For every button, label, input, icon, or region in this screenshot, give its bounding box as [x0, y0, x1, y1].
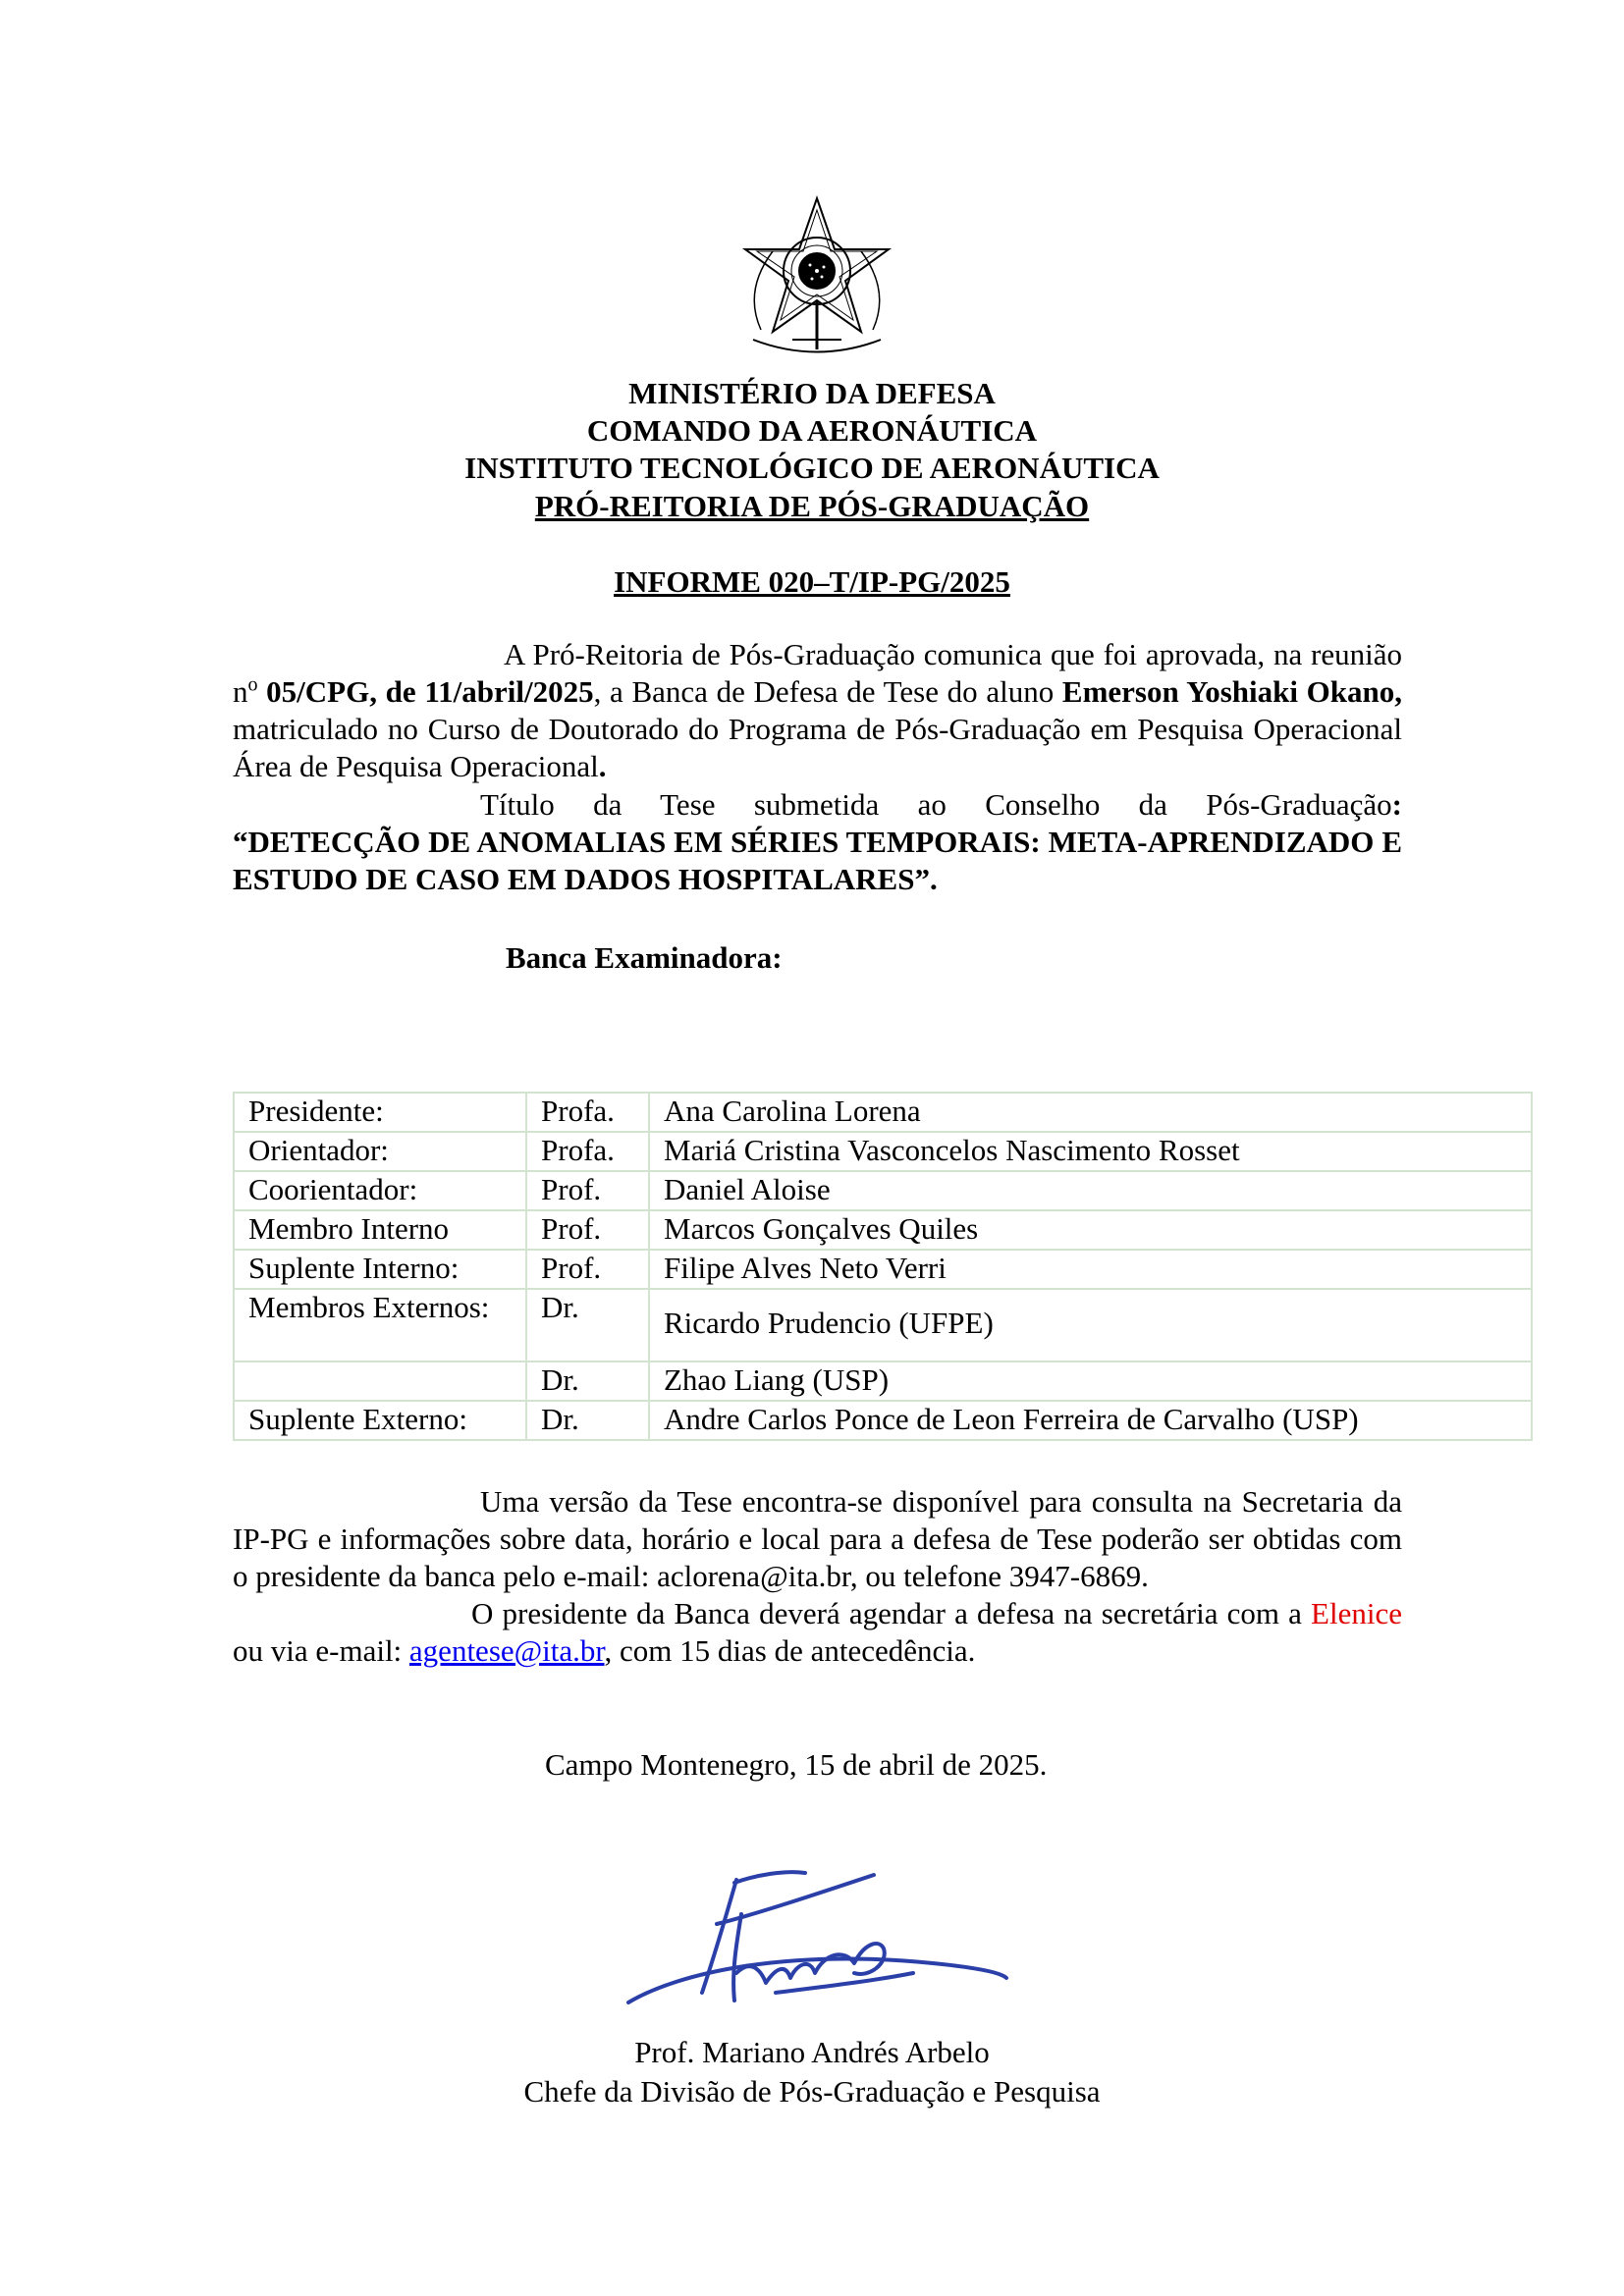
contact-name: Elenice — [1311, 1596, 1402, 1630]
banca-table — [233, 1092, 1533, 1441]
name-cell: Daniel Aloise — [649, 1171, 1532, 1210]
name-cell: Mariá Cristina Vasconcelos Nascimento Rosset — [649, 1132, 1532, 1171]
role-cell: Membro Interno — [234, 1210, 526, 1250]
table-row — [234, 1362, 1532, 1401]
name-cell: Zhao Liang (USP) — [649, 1362, 1532, 1401]
document-title: INFORME 020–T/IP-PG/2025 — [614, 564, 1010, 599]
signer-name: Prof. Mariano Andrés Arbelo — [634, 2035, 990, 2069]
role-cell — [234, 1362, 526, 1401]
signer-role: Chefe da Divisão de Pós-Graduação e Pesquisa — [523, 2074, 1101, 2109]
email-link[interactable]: agentese@ita.br — [408, 1633, 605, 1668]
name-cell: Andre Carlos Ponce de Leon Ferreira de Carvalho (USP) — [649, 1401, 1532, 1440]
title-cell: Profa. — [526, 1093, 649, 1132]
role-cell: Coorientador: — [234, 1171, 526, 1210]
availability-paragraph: Uma versão da Tese encontra-se disponível para consulta na Secretaria da IP-PG e informações sobre data, horário e local para a defesa de Tese poderão ser obtidas com o presidente da banca pelo e-mail: aclorena@ita.br, ou telefone 3947-6869. — [233, 1484, 1402, 1593]
thesis-title-intro: Título da Tese submetida ao Conselho da Pós-Graduação: — [480, 787, 1402, 822]
table-row — [234, 1289, 1532, 1362]
title-cell: Dr. — [526, 1289, 649, 1362]
title-cell: Prof. — [526, 1250, 649, 1289]
institute-line: INSTITUTO TECNOLÓGICO DE AERONÁUTICA — [464, 451, 1160, 485]
role-cell: Suplente Interno: — [234, 1250, 526, 1289]
role-cell: Orientador: — [234, 1132, 526, 1171]
table-row — [234, 1132, 1532, 1171]
title-cell: Profa. — [526, 1132, 649, 1171]
table-row — [234, 1093, 1532, 1132]
pro-rectory-line: PRÓ-REITORIA DE PÓS-GRADUAÇÃO — [534, 489, 1090, 523]
role-cell: Suplente Externo: — [234, 1401, 526, 1440]
name-cell: Ana Carolina Lorena — [649, 1093, 1532, 1132]
thesis-title: “DETECÇÃO DE ANOMALIAS EM SÉRIES TEMPORAIS: META-APRENDIZADO E ESTUDO DE CASO EM DADOS HOSPITALARES”. — [233, 825, 1402, 896]
scheduling-paragraph: O presidente da Banca deverá agendar a defesa na secretária com a Elenice ou via e-mail: agentese@ita.br, com 15 dias de antecedência. — [233, 1596, 1402, 1668]
role-cell: Membros Externos: — [234, 1289, 526, 1362]
table-row — [234, 1250, 1532, 1289]
table-row — [234, 1401, 1532, 1440]
name-cell: Marcos Gonçalves Quiles — [649, 1210, 1532, 1250]
role-cell: Presidente: — [234, 1093, 526, 1132]
coat-of-arms-seal — [733, 192, 900, 367]
title-cell: Dr. — [526, 1362, 649, 1401]
name-cell: Filipe Alves Neto Verri — [649, 1250, 1532, 1289]
place-date: Campo Montenegro, 15 de abril de 2025. — [545, 1747, 1048, 1782]
command-line: COMANDO DA AERONÁUTICA — [586, 413, 1038, 448]
name-cell: Ricardo Prudencio (UFPE) — [649, 1289, 1532, 1362]
ministry-line: MINISTÉRIO DA DEFESA — [628, 376, 996, 410]
banca-label: Banca Examinadora: — [506, 940, 783, 975]
table-row — [234, 1171, 1532, 1210]
table-row — [234, 1210, 1532, 1250]
title-cell: Dr. — [526, 1401, 649, 1440]
handwritten-signature — [619, 1855, 1011, 2022]
title-cell: Prof. — [526, 1210, 649, 1250]
announcement-paragraph: A Pró-Reitoria de Pós-Graduação comunica que foi aprovada, na reunião $n^o$ 05/CPG, de 11/abril/2025, a Banca de Defesa de Tese do aluno Emerson Yoshiaki Okano, matriculado no Curso de Doutorado do Programa de Pós-Graduação em Pesquisa Operacional Área de Pesquisa Operacional. — [233, 637, 1402, 783]
title-cell: Prof. — [526, 1171, 649, 1210]
